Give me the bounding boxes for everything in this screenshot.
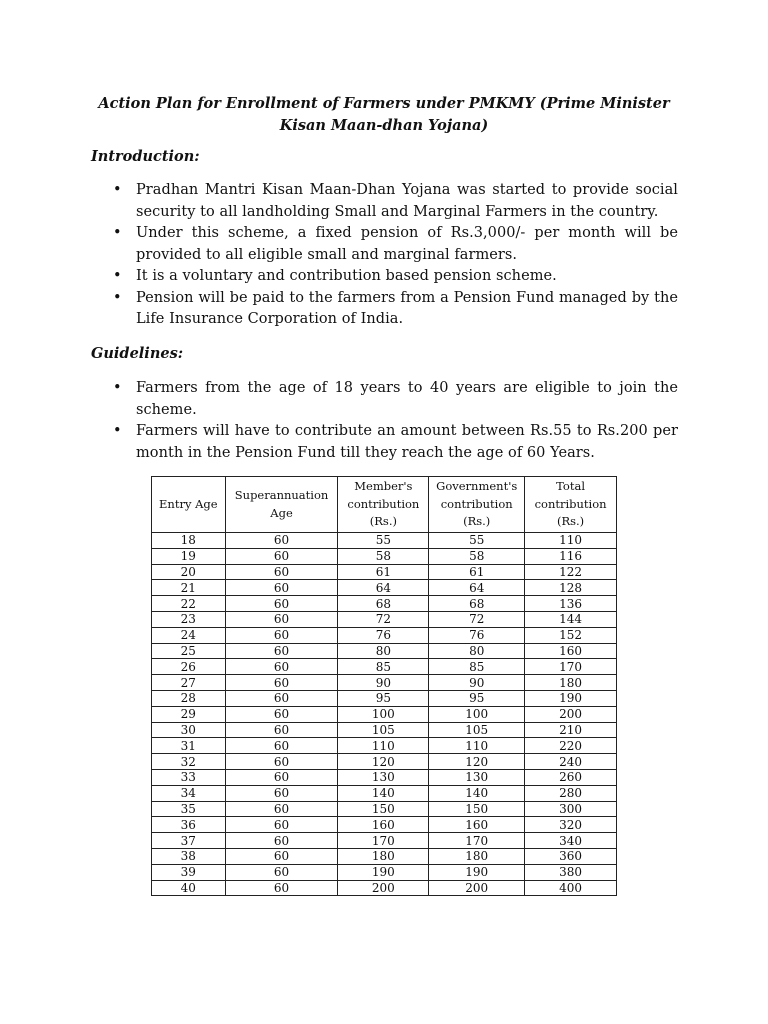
cell-total-contribution: 190 [525,690,617,706]
contribution-table [151,476,617,896]
guidelines-heading: Guidelines: [91,345,184,362]
bullet-icon: • [113,182,122,198]
bullet-icon: • [113,225,122,241]
cell-total-contribution: 122 [525,564,617,580]
cell-total-contribution: 170 [525,659,617,675]
cell-member-contribution: 58 [338,548,429,564]
table-row [152,611,617,627]
cell-total-contribution: 320 [525,817,617,833]
list-item [113,223,678,266]
table-body [152,533,617,896]
table-row [152,675,617,691]
cell-government-contribution: 105 [429,722,525,738]
title-line-2: Kisan Maan-dhan Yojana) [279,117,489,134]
bullet-icon: • [113,289,122,306]
cell-entry-age: 27 [152,675,226,691]
cell-total-contribution: 110 [525,533,617,549]
table-row [152,706,617,722]
list-item [113,421,678,464]
table-row [152,738,617,754]
cell-entry-age: 24 [152,627,226,643]
header-total-contribution: Total contribution (Rs.) [525,477,617,533]
cell-member-contribution: 110 [338,738,429,754]
cell-total-contribution: 240 [525,754,617,770]
cell-entry-age: 39 [152,864,226,880]
header-member-contribution: Member's contribution (Rs.) [338,477,429,533]
cell-member-contribution: 170 [338,833,429,849]
table-row [152,564,617,580]
cell-entry-age: 20 [152,564,226,580]
cell-entry-age: 25 [152,643,226,659]
cell-member-contribution: 64 [338,580,429,596]
cell-total-contribution: 160 [525,643,617,659]
cell-entry-age: 23 [152,611,226,627]
cell-superannuation-age: 60 [225,564,338,580]
cell-total-contribution: 260 [525,769,617,785]
cell-member-contribution: 68 [338,596,429,612]
cell-entry-age: 30 [152,722,226,738]
cell-entry-age: 31 [152,738,226,754]
cell-total-contribution: 180 [525,675,617,691]
cell-entry-age: 19 [152,548,226,564]
bullet-icon: • [113,380,122,396]
cell-government-contribution: 64 [429,580,525,596]
cell-government-contribution: 190 [429,864,525,880]
cell-government-contribution: 58 [429,548,525,564]
list-item [113,378,678,421]
cell-total-contribution: 220 [525,738,617,754]
list-item [113,288,678,331]
table-row [152,754,617,770]
cell-superannuation-age: 60 [225,706,338,722]
introduction-heading: Introduction: [91,148,200,165]
cell-entry-age: 38 [152,848,226,864]
cell-member-contribution: 80 [338,643,429,659]
cell-total-contribution: 116 [525,548,617,564]
list-item-text: It is a voluntary and contribution based pension scheme. [136,268,557,284]
cell-government-contribution: 180 [429,848,525,864]
cell-member-contribution: 100 [338,706,429,722]
cell-superannuation-age: 60 [225,864,338,880]
cell-member-contribution: 180 [338,848,429,864]
cell-member-contribution: 90 [338,675,429,691]
cell-entry-age: 18 [152,533,226,549]
cell-superannuation-age: 60 [225,659,338,675]
cell-superannuation-age: 60 [225,580,338,596]
cell-government-contribution: 76 [429,627,525,643]
cell-member-contribution: 150 [338,801,429,817]
table-row [152,643,617,659]
cell-government-contribution: 80 [429,643,525,659]
cell-total-contribution: 360 [525,848,617,864]
cell-member-contribution: 105 [338,722,429,738]
cell-superannuation-age: 60 [225,675,338,691]
cell-member-contribution: 190 [338,864,429,880]
cell-entry-age: 35 [152,801,226,817]
table-row [152,817,617,833]
cell-total-contribution: 340 [525,833,617,849]
header-entry-age: Entry Age [152,477,226,533]
cell-government-contribution: 170 [429,833,525,849]
cell-total-contribution: 128 [525,580,617,596]
cell-entry-age: 21 [152,580,226,596]
table-row [152,722,617,738]
cell-member-contribution: 120 [338,754,429,770]
cell-superannuation-age: 60 [225,848,338,864]
cell-total-contribution: 380 [525,864,617,880]
cell-entry-age: 37 [152,833,226,849]
cell-member-contribution: 72 [338,611,429,627]
cell-government-contribution: 72 [429,611,525,627]
table-row [152,864,617,880]
cell-superannuation-age: 60 [225,833,338,849]
cell-government-contribution: 120 [429,754,525,770]
table-row [152,785,617,801]
cell-superannuation-age: 60 [225,785,338,801]
cell-superannuation-age: 60 [225,627,338,643]
table-row [152,848,617,864]
cell-government-contribution: 68 [429,596,525,612]
list-item-text: Pension will be paid to the farmers from a Pension Fund managed by the Life Insurance Corporation of India. [136,289,678,327]
list-item-text: Farmers will have to contribute an amount between Rs.55 to Rs.200 per month in the Pension Fund till they reach the age of 60 Years. [136,423,678,461]
cell-superannuation-age: 60 [225,754,338,770]
title-line-1: Action Plan for Enrollment of Farmers under PMKMY (Prime Minister [98,95,670,112]
cell-entry-age: 28 [152,690,226,706]
cell-entry-age: 29 [152,706,226,722]
cell-superannuation-age: 60 [225,738,338,754]
table-row [152,596,617,612]
table-row [152,548,617,564]
cell-superannuation-age: 60 [225,817,338,833]
cell-member-contribution: 76 [338,627,429,643]
header-superannuation-age: Superannuation Age [225,477,338,533]
cell-government-contribution: 160 [429,817,525,833]
header-government-contribution: Government's contribution (Rs.) [429,477,525,533]
table-row [152,533,617,549]
cell-superannuation-age: 60 [225,548,338,564]
table-row [152,880,617,896]
cell-entry-age: 40 [152,880,226,896]
list-item-text: Pradhan Mantri Kisan Maan-Dhan Yojana was started to provide social security to all landholding Small and Marginal Farmers in the country. [136,182,678,220]
table-row [152,580,617,596]
table-row [152,690,617,706]
cell-member-contribution: 95 [338,690,429,706]
cell-entry-age: 33 [152,769,226,785]
cell-superannuation-age: 60 [225,801,338,817]
table-row [152,801,617,817]
table-header-row [152,477,617,533]
cell-government-contribution: 100 [429,706,525,722]
cell-total-contribution: 280 [525,785,617,801]
introduction-list [0,180,768,331]
cell-government-contribution: 130 [429,769,525,785]
cell-member-contribution: 85 [338,659,429,675]
cell-member-contribution: 140 [338,785,429,801]
cell-superannuation-age: 60 [225,722,338,738]
cell-entry-age: 36 [152,817,226,833]
table-row [152,769,617,785]
cell-superannuation-age: 60 [225,596,338,612]
cell-entry-age: 34 [152,785,226,801]
cell-member-contribution: 55 [338,533,429,549]
table-row [152,833,617,849]
cell-government-contribution: 90 [429,675,525,691]
cell-member-contribution: 130 [338,769,429,785]
cell-government-contribution: 61 [429,564,525,580]
cell-total-contribution: 200 [525,706,617,722]
cell-entry-age: 26 [152,659,226,675]
table-row [152,627,617,643]
list-item-text: Farmers from the age of 18 years to 40 years are eligible to join the scheme. [136,380,678,418]
bullet-icon: • [113,268,122,284]
cell-total-contribution: 136 [525,596,617,612]
bullet-icon: • [113,423,122,439]
cell-superannuation-age: 60 [225,690,338,706]
cell-government-contribution: 55 [429,533,525,549]
cell-superannuation-age: 60 [225,533,338,549]
cell-superannuation-age: 60 [225,769,338,785]
cell-total-contribution: 400 [525,880,617,896]
cell-government-contribution: 95 [429,690,525,706]
cell-total-contribution: 300 [525,801,617,817]
cell-government-contribution: 200 [429,880,525,896]
list-item [113,266,678,288]
cell-total-contribution: 152 [525,627,617,643]
cell-entry-age: 32 [152,754,226,770]
cell-member-contribution: 200 [338,880,429,896]
document-title [90,93,678,137]
guidelines-list [0,378,768,464]
cell-entry-age: 22 [152,596,226,612]
list-item-text: Under this scheme, a fixed pension of Rs.3,000/- per month will be provided to all eligible small and marginal farmers. [136,225,678,263]
cell-member-contribution: 61 [338,564,429,580]
cell-total-contribution: 210 [525,722,617,738]
list-item [113,180,678,223]
cell-government-contribution: 150 [429,801,525,817]
cell-total-contribution: 144 [525,611,617,627]
cell-member-contribution: 160 [338,817,429,833]
cell-superannuation-age: 60 [225,880,338,896]
cell-government-contribution: 85 [429,659,525,675]
table-row [152,659,617,675]
cell-government-contribution: 110 [429,738,525,754]
cell-government-contribution: 140 [429,785,525,801]
cell-superannuation-age: 60 [225,611,338,627]
cell-superannuation-age: 60 [225,643,338,659]
